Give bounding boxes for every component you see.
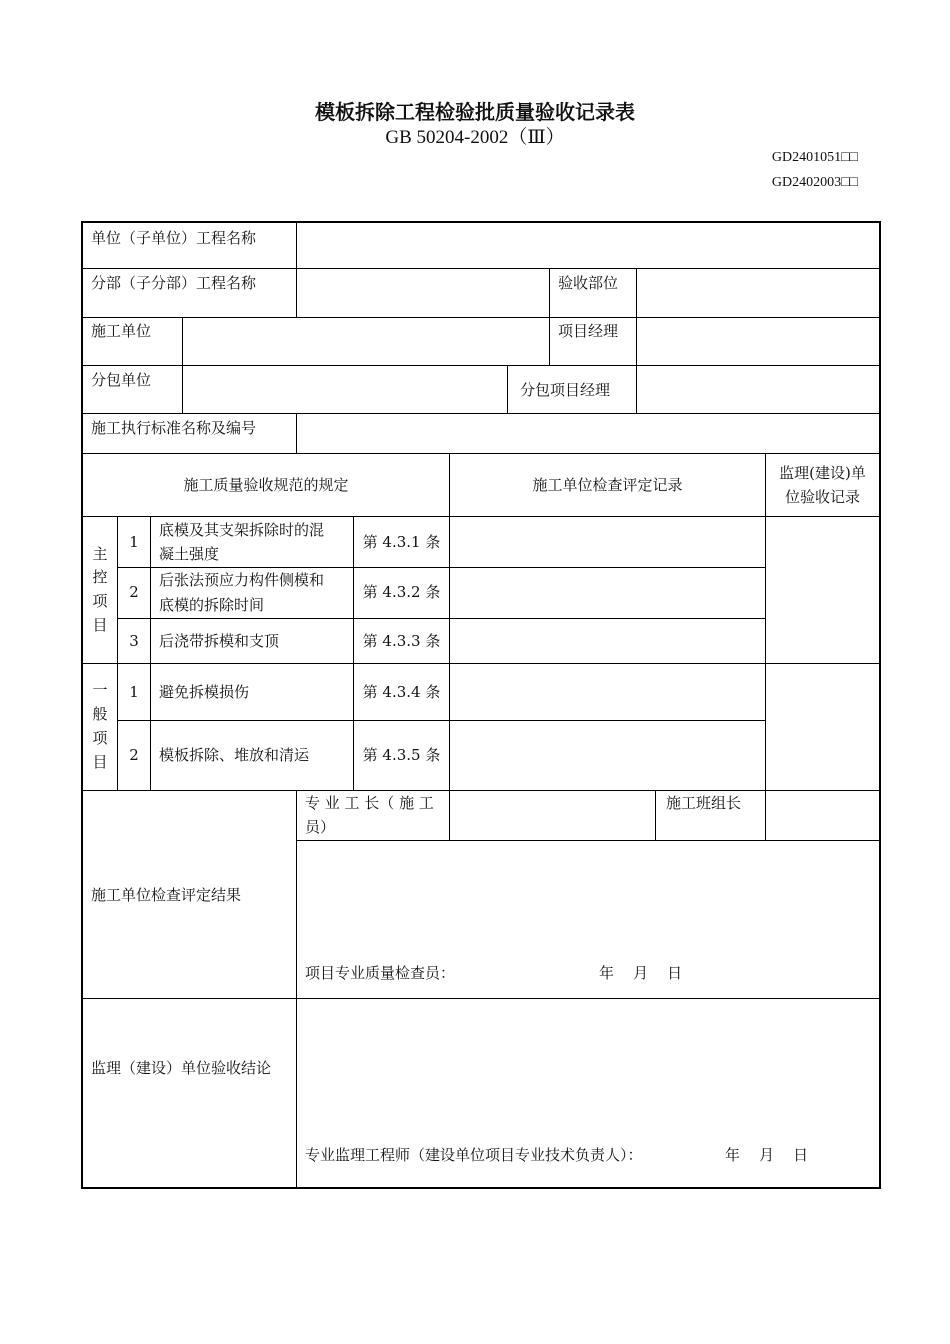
foreman-label-line2: 员） <box>305 818 336 836</box>
sub-project-manager-label: 分包项目经理 <box>520 381 611 399</box>
main-items-group-char: 主 <box>92 545 108 563</box>
row-line <box>82 413 880 414</box>
main-items-group-char: 目 <box>92 616 108 634</box>
general-item-no: 2 <box>129 746 139 764</box>
general-item-no: 1 <box>129 683 139 701</box>
col-line <box>507 365 508 414</box>
col-line <box>655 790 656 841</box>
general-items-group-char: 目 <box>92 753 108 771</box>
sub-unit-name-label: 分部（子分部）工程名称 <box>91 274 257 292</box>
row-line <box>82 317 880 318</box>
main-item-clause: 第 4.3.2 条 <box>362 583 441 601</box>
col-line <box>150 516 151 791</box>
check-record-column-header: 施工单位检查评定记录 <box>532 476 683 494</box>
contractor-result-label: 施工单位检查评定结果 <box>91 886 242 904</box>
general-items-group-char: 项 <box>92 729 108 747</box>
main-item-no: 2 <box>129 583 139 601</box>
standard-label: 施工执行标准名称及编号 <box>91 419 257 437</box>
supervising-engineer-label: 专业监理工程师（建设单位项目专业技术负责人）： <box>305 1146 643 1164</box>
table-border <box>81 221 881 1189</box>
team-leader-label: 施工班组长 <box>666 794 742 812</box>
main-item-desc: 后张法预应力构件侧模和 <box>159 571 325 589</box>
general-items-group-char: 一 <box>92 681 108 699</box>
col-line <box>296 222 297 318</box>
row-line <box>296 840 880 841</box>
contractor-label: 施工单位 <box>91 322 152 340</box>
col-line <box>449 453 450 841</box>
general-item-clause: 第 4.3.4 条 <box>362 683 441 701</box>
col-line <box>182 317 183 414</box>
main-item-desc: 底模及其支架拆除时的混 <box>159 521 325 539</box>
main-items-group-char: 控 <box>92 568 108 586</box>
unit-name-label: 单位（子单位）工程名称 <box>91 229 257 247</box>
col-line <box>636 268 637 414</box>
general-item-desc: 避免拆模损伤 <box>159 683 250 701</box>
standard-code: GB 50204-2002（Ⅲ） <box>385 127 565 148</box>
row-line <box>82 790 880 791</box>
main-items-group-char: 项 <box>92 592 108 610</box>
supervision-column-header-line2: 位验收记录 <box>784 488 860 506</box>
main-item-clause: 第 4.3.3 条 <box>362 632 441 650</box>
general-item-clause: 第 4.3.5 条 <box>362 746 441 764</box>
supervision-column-header-line1: 监理(建设)单 <box>779 464 866 482</box>
col-line <box>296 413 297 454</box>
subcontractor-label: 分包单位 <box>91 371 152 389</box>
spec-column-header: 施工质量验收规范的规定 <box>183 476 349 494</box>
main-item-desc: 底模的拆除时间 <box>159 596 265 614</box>
quality-inspector-label: 项目专业质量检查员： <box>305 964 456 982</box>
row-line <box>117 720 765 721</box>
col-line <box>296 790 297 1188</box>
conclusion-date: 年 月 日 <box>725 1146 809 1164</box>
row-line <box>82 268 880 269</box>
main-item-no: 1 <box>129 533 139 551</box>
row-line <box>82 453 880 454</box>
general-item-desc: 模板拆除、堆放和清运 <box>159 746 310 764</box>
col-line <box>765 453 766 841</box>
supervision-conclusion-label: 监理（建设）单位验收结论 <box>91 1059 272 1077</box>
row-line <box>117 618 765 619</box>
page-title: 模板拆除工程检验批质量验收记录表 <box>315 100 635 124</box>
row-line <box>82 998 880 999</box>
row-line <box>82 516 880 517</box>
project-manager-label: 项目经理 <box>558 322 619 340</box>
row-line <box>82 365 880 366</box>
col-line <box>549 268 550 366</box>
acceptance-part-label: 验收部位 <box>558 274 619 292</box>
result-date: 年 月 日 <box>599 964 683 982</box>
form-code-2: GD2402003□□ <box>771 175 858 190</box>
main-item-no: 3 <box>129 632 139 650</box>
row-line <box>82 663 880 664</box>
general-items-group-char: 般 <box>92 705 108 723</box>
main-item-desc: 凝土强度 <box>159 545 220 563</box>
form-code-1: GD2401051□□ <box>771 150 858 165</box>
main-item-clause: 第 4.3.1 条 <box>362 533 441 551</box>
main-item-desc: 后浇带拆模和支顶 <box>159 632 280 650</box>
foreman-label-line1: 专 业 工 长（ 施 工 <box>305 794 434 812</box>
